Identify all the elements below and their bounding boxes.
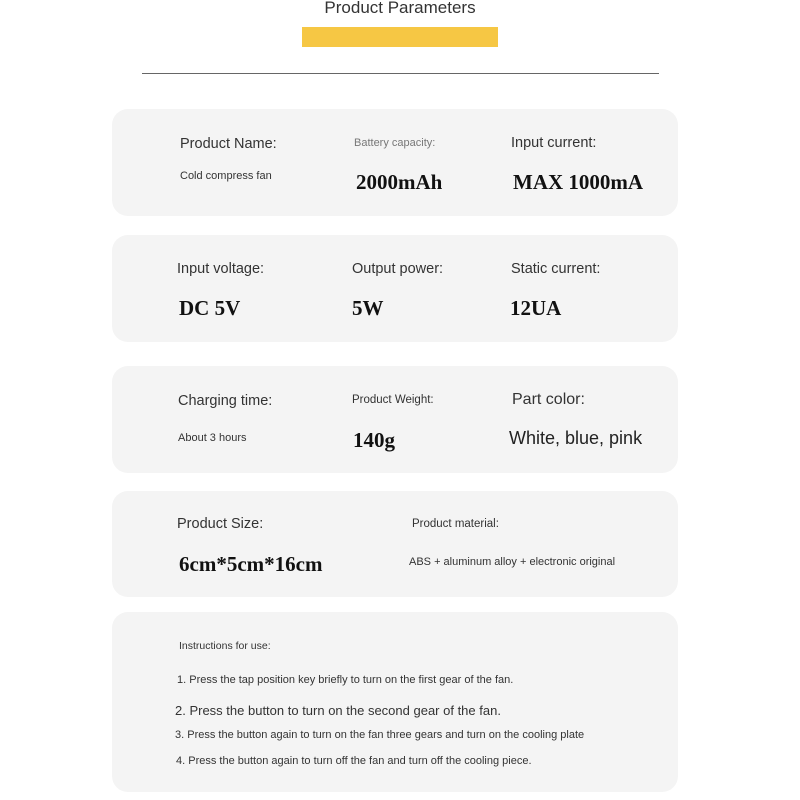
product-name-label: Product Name:: [180, 136, 277, 152]
output-power-label: Output power:: [352, 261, 444, 277]
input-current-label: Input current:: [511, 135, 597, 151]
part-color-value: White, blue, pink: [509, 428, 643, 448]
instruction-step: 3. Press the button again to turn on the fan three gears and turn on the cooling plate: [175, 729, 585, 741]
instruction-step: 1. Press the tap position key briefly to turn on the first gear of the fan.: [177, 674, 514, 686]
divider-line: [142, 73, 659, 74]
battery-capacity-value: 2000mAh: [356, 170, 443, 194]
input-voltage-value: DC 5V: [179, 296, 241, 320]
part-color-label: Part color:: [512, 391, 585, 408]
instructions-card: [112, 612, 678, 792]
charging-time-value: About 3 hours: [178, 432, 247, 444]
product-size-value: 6cm*5cm*16cm: [179, 552, 323, 576]
product-material-value: ABS + aluminum alloy + electronic original: [409, 556, 616, 568]
battery-capacity-label: Battery capacity:: [354, 137, 436, 149]
instruction-step: 2. Press the button to turn on the second gear of the fan.: [175, 703, 501, 718]
static-current-value: 12UA: [510, 296, 562, 320]
title-accent-bar: [302, 27, 498, 47]
spec-card-basic: [112, 109, 678, 216]
static-current-label: Static current:: [511, 261, 601, 277]
page-title: Product Parameters: [324, 0, 476, 17]
product-size-label: Product Size:: [177, 516, 264, 532]
spec-card-size-material: [112, 491, 678, 597]
input-voltage-label: Input voltage:: [177, 261, 265, 277]
product-weight-label: Product Weight:: [352, 394, 434, 406]
product-name-value: Cold compress fan: [180, 170, 272, 182]
product-material-label: Product material:: [412, 518, 499, 530]
spec-card-physical: [112, 366, 678, 473]
input-current-value: MAX 1000mA: [513, 170, 644, 194]
output-power-value: 5W: [352, 296, 384, 320]
charging-time-label: Charging time:: [178, 393, 273, 409]
product-weight-value: 140g: [353, 428, 395, 452]
spec-card-electrical: [112, 235, 678, 342]
instruction-step: 4. Press the button again to turn off the fan and turn off the cooling piece.: [176, 755, 532, 767]
instructions-heading: Instructions for use:: [179, 640, 271, 652]
